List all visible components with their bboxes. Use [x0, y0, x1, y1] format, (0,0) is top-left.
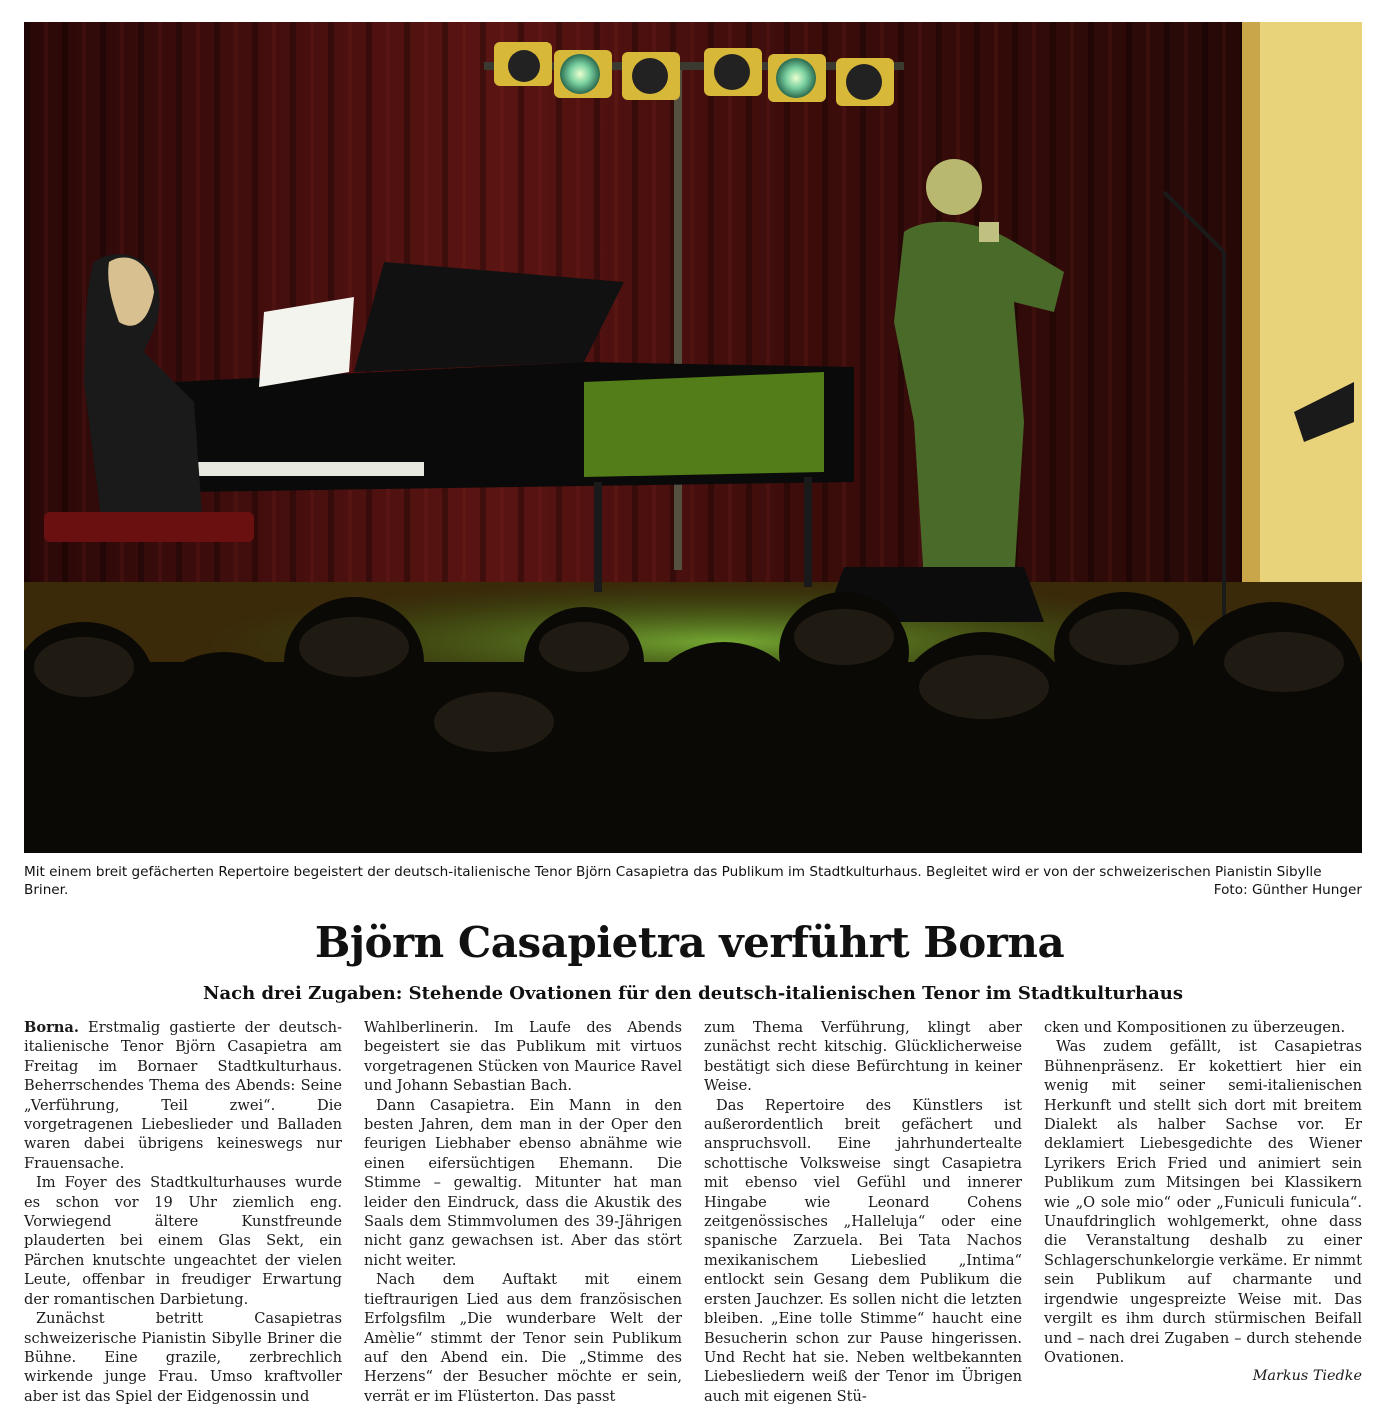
article-paragraph: Im Foyer des Stadtkulturhauses wurde es schon vor 19 Uhr ziemlich eng. Vorwiegend ältere Kunstfreunde plauderten bei einem Glas Sekt, ein Pärchen knutschte ungeachtet der vielen Leute, offenbar in freudiger Erwartung der romantischen Darbietung. — [24, 1174, 342, 1308]
dateline: Borna. — [24, 1019, 79, 1036]
article-paragraph: Was zudem gefällt, ist Casapietras Bühnenpräsenz. Er kokettiert hier ein wenig mit seiner semi-italienischen Herkunft und stellt sich dort mit breitem Dialekt als halber Sachse vor. Er deklamiert Liebesgedichte des Wiener Lyrikers Erich Fried und animiert sein Publikum zum Mitsingen bei Klassikern wie „O sole mio“ oder „Funiculi funicula“. Unaufdringlich wohlgemerkt, ohne dass die Veranstaltung deshalb zu einer Schlagerschunkelorgie verkäme. Er nimmt sein Publikum auf charmante und irgendwie ungespreizte Weise mit. Das vergilt es ihm durch stürmischen Beifall und – nach drei Zugaben – durch stehende Ovationen. — [1044, 1038, 1362, 1366]
author-byline: Markus Tiedke — [1252, 1368, 1362, 1385]
article-column-3 — [704, 1018, 1022, 1408]
subheadline: Nach drei Zugaben: Stehende Ovationen für den deutsch-italienischen Tenor im Stadtkulturhaus — [203, 983, 1183, 1004]
article-column-2 — [364, 1018, 682, 1408]
article-paragraph: Zunächst betritt Casapietras schweizerische Pianistin Sibylle Briner die Bühne. Eine grazile, zerbrechlich wirkende junge Frau. Umso kraftvoller aber ist das Spiel der Eidgenossin und — [24, 1310, 342, 1405]
article-column-4 — [1044, 1018, 1362, 1408]
caption-text: Mit einem breit gefächerten Repertoire begeistert der deutsch-italienische Tenor Björn Casapietra das Publikum im Stadtkulturhaus. Begleitet wird er von der schweizerischen Pianistin Sibylle Briner. — [24, 864, 1322, 898]
article-body — [24, 1018, 1362, 1408]
photo-caption — [24, 863, 1362, 899]
photo-credit: Foto: Günther Hunger — [1213, 882, 1362, 898]
article-column-1 — [24, 1018, 342, 1408]
paragraph-text: Erstmalig gastierte der deutsch-italienische Tenor Björn Casapietra am Freitag im Bornaer Stadtkulturhaus. Beherrschendes Thema des Abends: Seine „Verführung, Teil zwei“. Die vorgetragenen Liebeslieder und Balladen waren dabei übrigens keineswegs nur Frauensache. — [24, 1019, 343, 1172]
concert-photo-image — [24, 22, 1362, 853]
article-paragraph: Dann Casapietra. Ein Mann in den besten Jahren, dem man in der Oper den feurigen Liebhaber ebenso abnähme wie einen eifersüchtigen Ehemann. Die Stimme – gewaltig. Mitunter hat man leider den Eindruck, dass die Akustik des Saals dem Stimmvolumen des 39-Jährigen nicht ganz gewachsen ist. Aber das stört nicht weiter. — [364, 1096, 682, 1269]
article-paragraph: Wahlberlinerin. Im Laufe des Abends begeistert sie das Publikum mit virtuos vorgetragenen Stücken von Maurice Ravel und Johann Sebastian Bach. — [364, 1019, 682, 1095]
concert-photo — [24, 22, 1362, 853]
article-paragraph: Nach dem Auftakt mit einem tieftraurigen Lied aus dem französischen Erfolgsfilm „Die wunderbare Welt der Amèlie“ stimmt der Tenor sein Publikum auf den Abend ein. Die „Stimme des Herzens“ der Besucher möchte er sein, verrät er im Flüsterton. Das passt — [364, 1271, 682, 1405]
article-paragraph: zum Thema Verführung, klingt aber zunächst recht kitschig. Glücklicherweise bestätigt sich diese Befürchtung in keiner Weise. — [704, 1019, 1022, 1095]
article-paragraph: cken und Kompositionen zu überzeugen. — [1044, 1019, 1346, 1036]
article-paragraph — [24, 1018, 342, 1173]
headline: Björn Casapietra verführt Borna — [314, 918, 1065, 967]
article-paragraph: Das Repertoire des Künstlers ist außerordentlich breit gefächert und anspruchsvoll. Eine jahrhundertealte schottische Volksweise singt Casapietra mit ebenso viel Gefühl und innerer Hingabe wie Leonard Cohens zeitgenössisches „Halleluja“ oder eine spanische Zarzuela. Bei Tata Nachos mexikanischem Liebeslied „Intima“ entlockt sein Gesang dem Publikum die ersten Jauchzer. Es sollen nicht die letzten bleiben. „Eine tolle Stimme“ haucht eine Besucherin schon zur Pause hingerissen. Und Recht hat sie. Neben weltbekannten Liebesliedern weiß der Tenor im Übrigen auch mit eigenen Stü- — [704, 1096, 1022, 1405]
